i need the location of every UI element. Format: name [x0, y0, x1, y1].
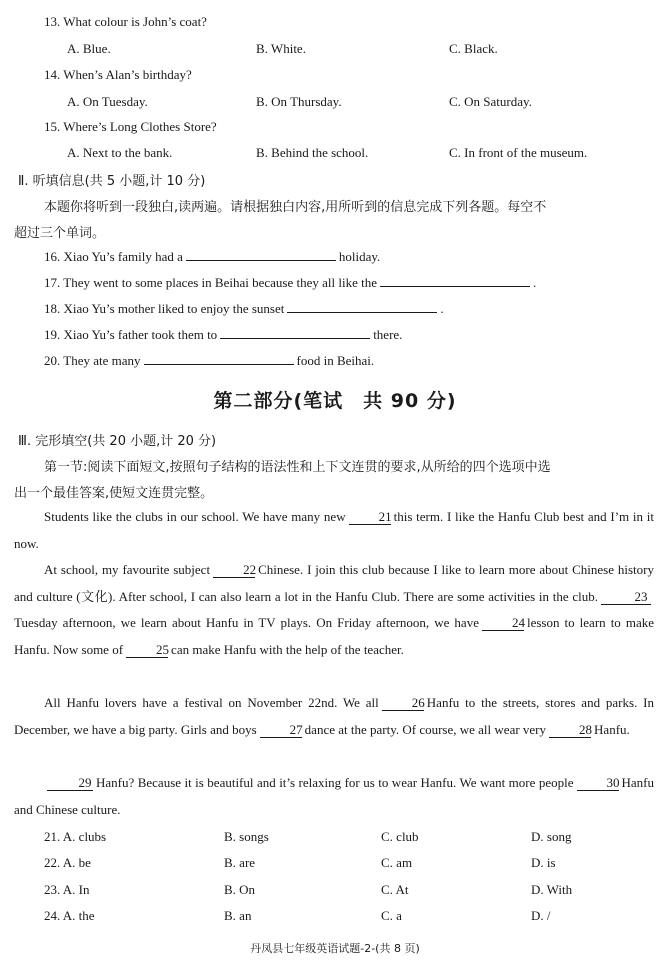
- q23-option-d[interactable]: D. With: [531, 882, 573, 897]
- section-2-instruction-line2: 超过三个单词。: [14, 226, 106, 241]
- section-2-title: Ⅱ. 听填信息(共 5 小题,计 10 分): [18, 174, 206, 189]
- passage-text: Students like the clubs in our school. We have many new: [44, 509, 346, 524]
- q24-option-a[interactable]: 24. A. the: [44, 908, 95, 923]
- q16-text: 16. Xiao Yu’s family had a: [44, 249, 183, 264]
- q13-stem: 13. What colour is John’s coat?: [44, 14, 207, 29]
- passage-paragraph-3: [14, 690, 654, 743]
- q22-option-d[interactable]: D. is: [531, 855, 556, 870]
- passage-text: can make Hanfu with the help of the teacher.: [171, 641, 404, 657]
- q23-option-b[interactable]: B. On: [224, 882, 256, 897]
- q19: [44, 327, 402, 343]
- blank-23[interactable]: 23: [601, 590, 651, 605]
- passage-text: dance at the party. Of course, we all wear very: [304, 721, 547, 737]
- q21-option-c[interactable]: C. club: [381, 829, 419, 844]
- q18: [44, 301, 444, 317]
- blank-29[interactable]: 29: [47, 776, 93, 791]
- blank-26[interactable]: 26: [382, 696, 424, 711]
- q22-option-b[interactable]: B. are: [224, 855, 256, 870]
- q22-option-c[interactable]: C. am: [381, 855, 413, 870]
- section-3-instruction-line2: 出一个最佳答案,使短文连贯完整。: [14, 486, 214, 501]
- q14-option-b[interactable]: B. On Thursday.: [256, 94, 342, 109]
- q24-option-b[interactable]: B. an: [224, 908, 252, 923]
- passage-text: Tuesday afternoon, we learn about Hanfu in TV plays. On Friday afternoon, we have: [14, 615, 479, 630]
- q22-option-a[interactable]: 22. A. be: [44, 855, 91, 870]
- page-footer: 丹凤县七年级英语试题-2-(共 8 页): [250, 942, 420, 955]
- q15-option-a[interactable]: A. Next to the bank.: [67, 145, 173, 160]
- q14-option-a[interactable]: A. On Tuesday.: [67, 94, 148, 109]
- q17-text-end: .: [532, 275, 537, 290]
- passage-text: Hanfu? Because it is beautiful and it’s relaxing for us to wear Hanfu. We want more people: [96, 775, 574, 790]
- passage-text: lesson to learn to make Hanfu. Now some of: [14, 615, 654, 657]
- q17: [44, 275, 536, 291]
- q18-text-end: .: [440, 301, 444, 316]
- q21-option-a[interactable]: 21. A. clubs: [44, 829, 107, 844]
- q15-option-b[interactable]: B. Behind the school.: [256, 145, 369, 160]
- q17-answer-blank[interactable]: [380, 275, 530, 287]
- passage-paragraph-1: [14, 504, 654, 557]
- blank-27[interactable]: 27: [260, 723, 302, 738]
- q16: [44, 249, 380, 265]
- q20-answer-blank[interactable]: [144, 353, 294, 365]
- blank-28[interactable]: 28: [549, 723, 591, 738]
- passage-text: Chinese. I join this club because I like to learn more about Chinese history and culture (文化). After school, I can also learn a lot in the Hanfu Club. There are some activities in the club.: [14, 562, 654, 604]
- passage-text: Hanfu to the streets, stores and parks. In December, we have a big party. Girls and boys: [14, 695, 655, 737]
- q18-text: 18. Xiao Yu’s mother liked to enjoy the sunset: [44, 301, 285, 316]
- q15-option-c[interactable]: C. In front of the museum.: [449, 145, 588, 160]
- section-3-instruction-line1: 第一节:阅读下面短文,按照句子结构的语法性和上下文连贯的要求,从所给的四个选项中选: [44, 460, 551, 475]
- q14-option-c[interactable]: C. On Saturday.: [449, 94, 532, 109]
- passage-text: Hanfu and Chinese culture.: [14, 775, 654, 817]
- q23-option-a[interactable]: 23. A. In: [44, 882, 90, 897]
- q13-option-a[interactable]: A. Blue.: [67, 41, 111, 56]
- passage-text: this term. I like the Hanfu Club best and I’m in it now.: [14, 509, 654, 551]
- section-2-instruction-line1: 本题你将听到一段独白,读两遍。请根据独白内容,用所听到的信息完成下列各题。每空不: [44, 200, 547, 215]
- q24-option-d[interactable]: D. /: [531, 908, 551, 923]
- blank-30[interactable]: 30: [577, 776, 619, 791]
- q19-answer-blank[interactable]: [220, 327, 370, 339]
- q14-stem: 14. When’s Alan’s birthday?: [44, 67, 192, 82]
- part-2-title: 第二部分(笔试 共 90 分): [213, 390, 457, 412]
- q17-text: 17. They went to some places in Beihai because they all like the: [44, 275, 377, 290]
- passage-paragraph-2: [14, 557, 654, 663]
- q23-option-c[interactable]: C. At: [381, 882, 409, 897]
- blank-24[interactable]: 24: [482, 616, 524, 631]
- q16-text-end: holiday.: [338, 249, 381, 264]
- passage-text: All Hanfu lovers have a festival on November 22nd. We all: [44, 695, 379, 710]
- q21-option-d[interactable]: D. song: [531, 829, 572, 844]
- q16-answer-blank[interactable]: [186, 249, 336, 261]
- q13-option-b[interactable]: B. White.: [256, 41, 306, 56]
- q20-text-end: food in Beihai.: [296, 353, 375, 368]
- q19-text: 19. Xiao Yu’s father took them to: [44, 327, 218, 342]
- q20: [44, 353, 374, 369]
- q15-stem: 15. Where’s Long Clothes Store?: [44, 119, 217, 134]
- q13-option-c[interactable]: C. Black.: [449, 41, 498, 56]
- q18-answer-blank[interactable]: [287, 301, 437, 313]
- blank-25[interactable]: 25: [126, 643, 168, 658]
- q24-option-c[interactable]: C. a: [381, 908, 402, 923]
- q19-text-end: there.: [373, 327, 403, 342]
- blank-21[interactable]: 21: [349, 510, 391, 525]
- blank-22[interactable]: 22: [213, 563, 255, 578]
- q21-option-b[interactable]: B. songs: [224, 829, 269, 844]
- passage-text: At school, my favourite subject: [44, 562, 211, 577]
- q20-text: 20. They ate many: [44, 353, 141, 368]
- passage-text: Hanfu.: [594, 721, 630, 737]
- passage-paragraph-4: [14, 770, 654, 823]
- section-3-title: Ⅲ. 完形填空(共 20 小题,计 20 分): [18, 434, 217, 449]
